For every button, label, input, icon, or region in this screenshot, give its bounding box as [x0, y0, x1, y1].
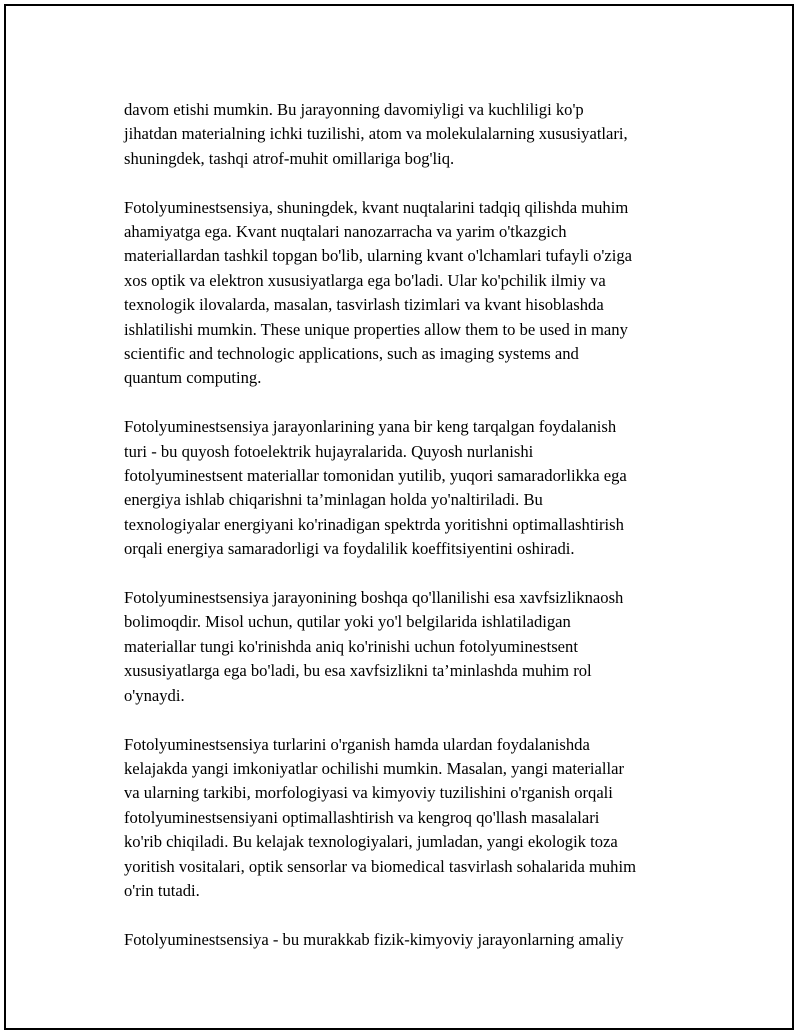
text-line: quantum computing. [124, 368, 262, 388]
text-line: turi - bu quyosh fotoelektrik hujayralarida. Quyosh nurlanishi [124, 441, 534, 461]
text-line: ishlatilishi mumkin. These unique properties allow them to be used in many [124, 319, 628, 339]
text-line: bolimoqdir. Misol uchun, qutilar yoki yo'l belgilarida ishlatiladigan [124, 612, 571, 632]
text-line: fotolyuminestsent materiallar tomonidan yutilib, yuqori samaradorlikka ega [124, 466, 627, 486]
text-line: fotolyuminestsensiyani optimallashtirish va kengroq qo'llash masalalari [124, 807, 600, 827]
page-frame [4, 4, 794, 1030]
text-line: Fotolyuminestsensiya jarayonlarining yana bir keng tarqalgan foydalanish [124, 417, 617, 437]
text-line: ko'rib chiqiladi. Bu kelajak texnologiyalari, jumladan, yangi ekologik toza [124, 832, 618, 852]
text-line: va ularning tarkibi, morfologiyasi va kimyoviy tuzilishini o'rganish orqali [124, 783, 613, 803]
text-line: materiallar tungi ko'rinishda aniq ko'rinishi uchun fotolyuminestsent [124, 636, 578, 656]
text-line: kelajakda yangi imkoniyatlar ochilishi mumkin. Masalan, yangi materiallar [124, 758, 624, 778]
text-line: Fotolyuminestsensiya - bu murakkab fizik-kimyoviy jarayonlarning amaliy [124, 929, 624, 949]
document-body [124, 98, 704, 977]
text-line: orqali energiya samaradorligi va foydalilik koeffitsiyentini oshiradi. [124, 539, 575, 559]
text-line: Fotolyuminestsensiya turlarini o'rganish hamda ulardan foydalanishda [124, 734, 590, 754]
text-line: davom etishi mumkin. Bu jarayonning davomiyligi va kuchliligi ko'p [124, 100, 584, 119]
text-line: xos optik va elektron xususiyatlarga ega bo'ladi. Ular ko'pchilik ilmiy va [124, 270, 606, 290]
text-line: yoritish vositalari, optik sensorlar va biomedical tasvirlash sohalarida muhim [124, 856, 636, 876]
text-line: texnologik ilovalarda, masalan, tasvirlash tizimlari va kvant hisoblashda [124, 295, 604, 315]
text-line: texnologiyalar energiyani ko'rinadigan spektrda yoritishni optimallashtirish [124, 514, 624, 534]
text-line: energiya ishlab chiqarishni ta’minlagan holda yo'naltiriladi. Bu [124, 490, 543, 510]
text-line: Fotolyuminestsensiya jarayonining boshqa qo'llanilishi esa xavfsizliknaosh [124, 588, 624, 608]
text-line: shuningdek, tashqi atrof-muhit omillariga bog'liq. [124, 148, 455, 168]
paragraph [124, 196, 704, 391]
text-line: Fotolyuminestsensiya, shuningdek, kvant nuqtalarini tadqiq qilishda muhim [124, 197, 629, 217]
paragraph [124, 586, 704, 708]
paragraph [124, 98, 704, 171]
text-line: o'ynaydi. [124, 685, 185, 705]
text-line: o'rin tutadi. [124, 880, 200, 900]
paragraph [124, 928, 704, 952]
text-line: xususiyatlarga ega bo'ladi, bu esa xavfsizlikni ta’minlashda muhim rol [124, 661, 592, 681]
paragraph [124, 733, 704, 904]
paragraph [124, 415, 704, 561]
text-line: ahamiyatga ega. Kvant nuqtalari nanozarracha va yarim o'tkazgich [124, 222, 567, 242]
text-line: materiallardan tashkil topgan bo'lib, ularning kvant o'lchamlari tufayli o'ziga [124, 246, 633, 266]
text-line: scientific and technologic applications, such as imaging systems and [124, 344, 579, 364]
text-line: jihatdan materialning ichki tuzilishi, atom va molekulalarning xususiyatlari, [124, 124, 628, 144]
